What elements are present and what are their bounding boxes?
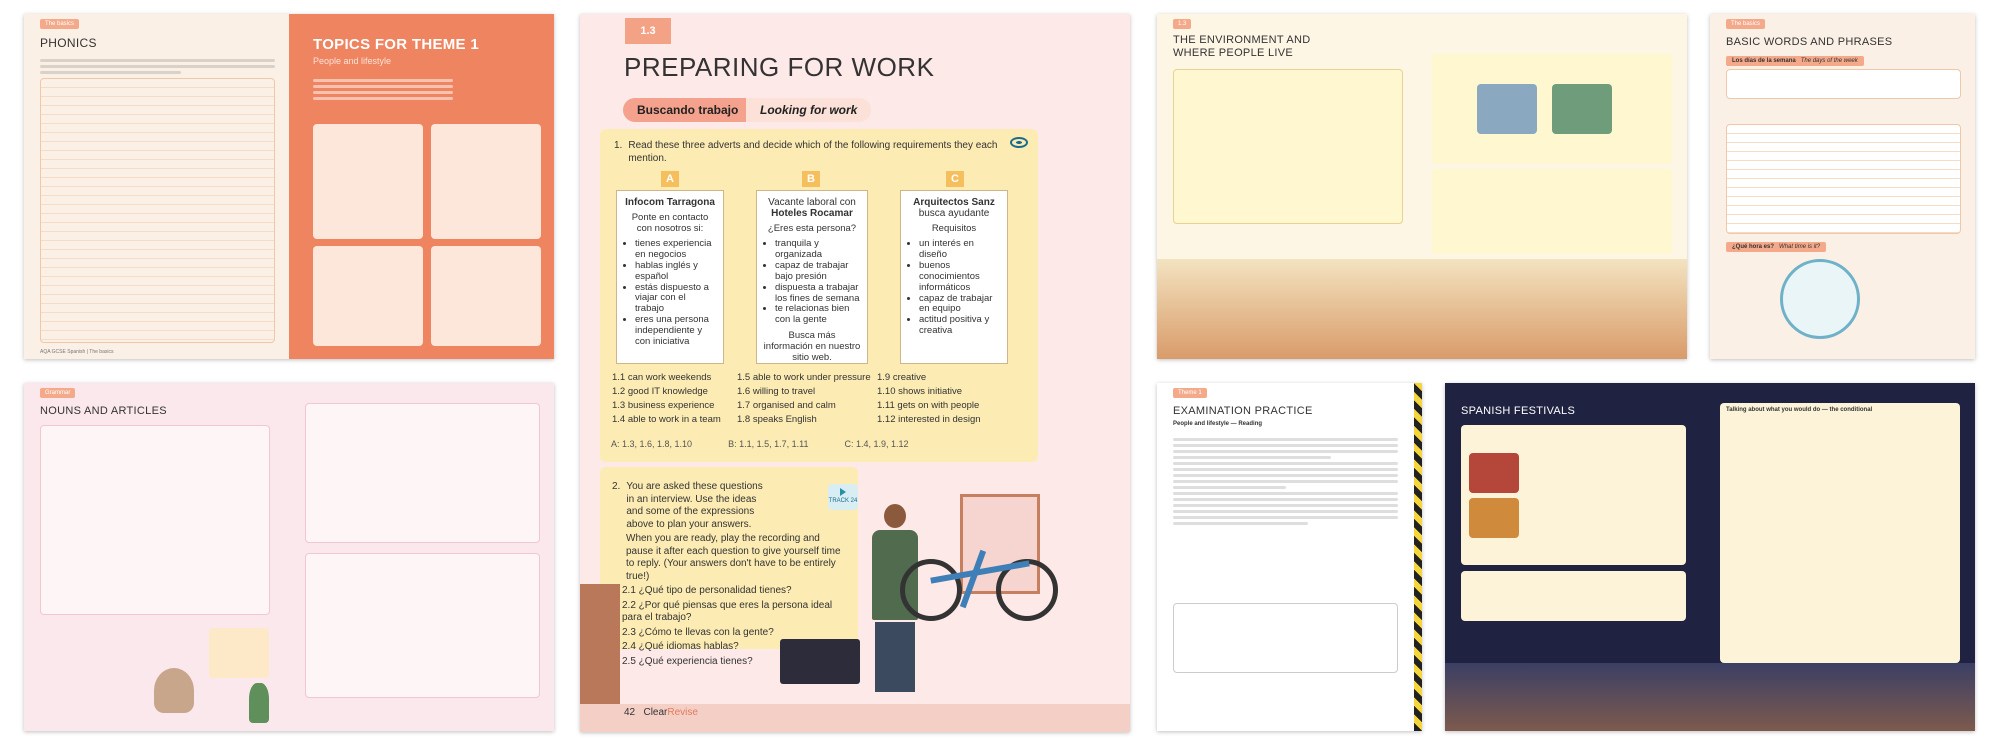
sentences-box [1432,169,1672,254]
festival-vocab-box [1461,571,1686,621]
page-title: PHONICS [40,36,97,50]
section-badge: 1.3 [625,18,671,44]
page-preparing-for-work[interactable] [580,14,1130,732]
page-subtitle: People and lifestyle [313,56,392,66]
ad-intro: Ponte en contacto con nosotros si: [631,212,709,234]
nouns-box [40,425,270,615]
remember-box [209,628,269,678]
ad-heading: Vacante laboral con [768,197,856,208]
ad-heading: Arquitectos Sanz [913,197,995,208]
market-illustration [1157,259,1687,359]
page-nouns-right [289,383,554,731]
page-tab: The basics [1726,19,1765,29]
ad-label-a: A [661,171,679,187]
spread-festivals[interactable] [1445,383,1975,731]
shelf-illustration [580,584,620,714]
page-title: PREPARING FOR WORK [624,52,935,82]
play-icon [840,488,846,496]
spread-nouns[interactable] [24,383,554,731]
paper-writing-box [431,246,541,346]
phonics-table [40,78,275,343]
photo-1 [1477,84,1537,134]
q1-text: 1. Read these three adverts and decide which of the following requirements they each mention. [614,140,998,164]
pill-english: Looking for work [746,98,871,122]
page-footer: AQA GCSE Spanish | The basics [40,349,114,355]
question-2: 2. You are asked these questions in an interview. Use the ideas and some of the expressions above to plan your answers. When you are ready, play the recording and pause it after each question to give yourself time to reply. (Your answers don't have to be entirely true!) 2.1 ¿Qué tipo de personalidad tienes? 2.2 ¿Por qué piensas que eres la persona ideal para el trabajo? 2.3 ¿Cómo te llevas con la gente? 2.4 ¿Qué idiomas hablas? 2.5 ¿Qué experiencia tienes? [612,481,841,667]
page-title: BASIC WORDS AND PHRASES [1726,36,1893,48]
spread-phonics[interactable] [24,14,554,359]
ad-list: • tienes experiencia en negocios • hablas inglés y español • estás dispuesto a viajar con el trabajo • eres una persona independiente y con iniciativa [635,239,717,348]
ad-list: • tranquila y organizada • capaz de trabajar bajo presión • dispuesta a trabajar los fines de semana • te relacionas bien con la gente [775,239,861,326]
advert-c [900,190,1008,364]
page-title: TOPICS FOR THEME 1 [313,36,479,53]
articles-box [305,553,540,698]
festival-reading-box [1461,425,1686,565]
track-badge[interactable]: TRACK 24 [828,484,858,510]
requirements-list: 1.1 can work weekends 1.5 able to work under pressure 1.9 creative 1.2 good IT knowledge 1.6 willing to travel 1.10 shows initiative 1.3 business experience 1.7 organised and calm 1.11 gets on with people 1.4 able to work in a team 1.8 speaks English 1.12 interested in design [612,372,981,425]
plant-illustration [249,683,269,723]
page-tab: Theme 1 [1173,388,1207,398]
page-tab: The basics [40,19,79,29]
page-title: SPANISH FESTIVALS [1461,405,1576,417]
spec-lines [313,76,453,103]
bicycle-illustration [900,539,1060,629]
page-tab: Grammar [40,388,75,398]
photo-2 [1552,84,1612,134]
phrases-table [1726,124,1961,234]
page-number: 42 [624,707,636,718]
answers-row: A: 1.3, 1.6, 1.8, 1.10 B: 1.1, 1.5, 1.7, 1.11 C: 1.4, 1.9, 1.12 [611,439,909,449]
people-box [1173,69,1403,224]
paper-listening-box [313,124,423,239]
ad-heading-2: busca ayudante [918,208,990,219]
page-basic-words[interactable] [1710,14,1975,359]
crowd-illustration [1445,663,1975,731]
pill-spanish: Buscando trabajo [623,98,752,122]
ad-intro: ¿Eres esta persona? [767,223,857,234]
plurals-box [305,403,540,543]
page-title: NOUNS AND ARTICLES [40,405,167,417]
exam-text-box [1173,603,1398,673]
page-nouns-left [24,383,289,731]
clock-diagram [1780,259,1860,339]
conditional-box [1720,403,1960,663]
days-table [1726,69,1961,99]
days-heading: Los días de la semana The days of the week [1726,56,1864,66]
eye-icon [1010,137,1028,148]
page-tab: 1.3 [1173,19,1191,29]
page-topics [289,14,554,359]
page-phonics [24,14,289,359]
festival-photo-2 [1469,498,1519,538]
brand-revise: Revise [667,707,698,718]
paper-speaking-box [431,124,541,239]
q2-body: When you are ready, play the recording and pause it after each question to give yourself time to reply. (Your answers don't have to be entirely true!) [626,533,841,582]
advert-b [756,190,868,364]
page-title-line2: WHERE PEOPLE LIVE [1173,47,1294,59]
ad-heading-2: Hoteles Rocamar [771,208,853,219]
advert-a [616,190,724,364]
ad-outro: Busca más información en nuestro sitio web. [763,330,861,364]
time-heading: ¿Qué hora es? What time is it? [1726,242,1826,252]
spread-environment[interactable] [1157,14,1687,359]
page-title-line1: THE ENVIRONMENT AND [1173,34,1311,46]
page-subtitle: People and lifestyle — Reading [1173,421,1263,427]
ad-heading: Infocom Tarragona [625,197,715,208]
paper-reading-box [313,246,423,346]
hazard-stripe [1414,383,1422,731]
page-exam-practice[interactable] [1157,383,1422,731]
ad-label-c: C [946,171,964,187]
ad-list: • un interés en diseño • buenos conocimientos informáticos • capaz de trabajar en equipo • actitud positiva y creativa [919,239,1001,337]
ad-intro: Requisitos [931,223,977,234]
page-footer [624,707,698,718]
exam-text [1173,435,1398,528]
cat-illustration [154,668,194,713]
toolbox-illustration [780,639,860,684]
page-title: EXAMINATION PRACTICE [1173,405,1313,417]
box-title: Talking about what you would do — the conditional [1726,407,1873,413]
ad-label-b: B [802,171,820,187]
brand-clear: Clear [643,707,668,718]
intro-text [40,56,275,77]
festival-photo-1 [1469,453,1519,493]
